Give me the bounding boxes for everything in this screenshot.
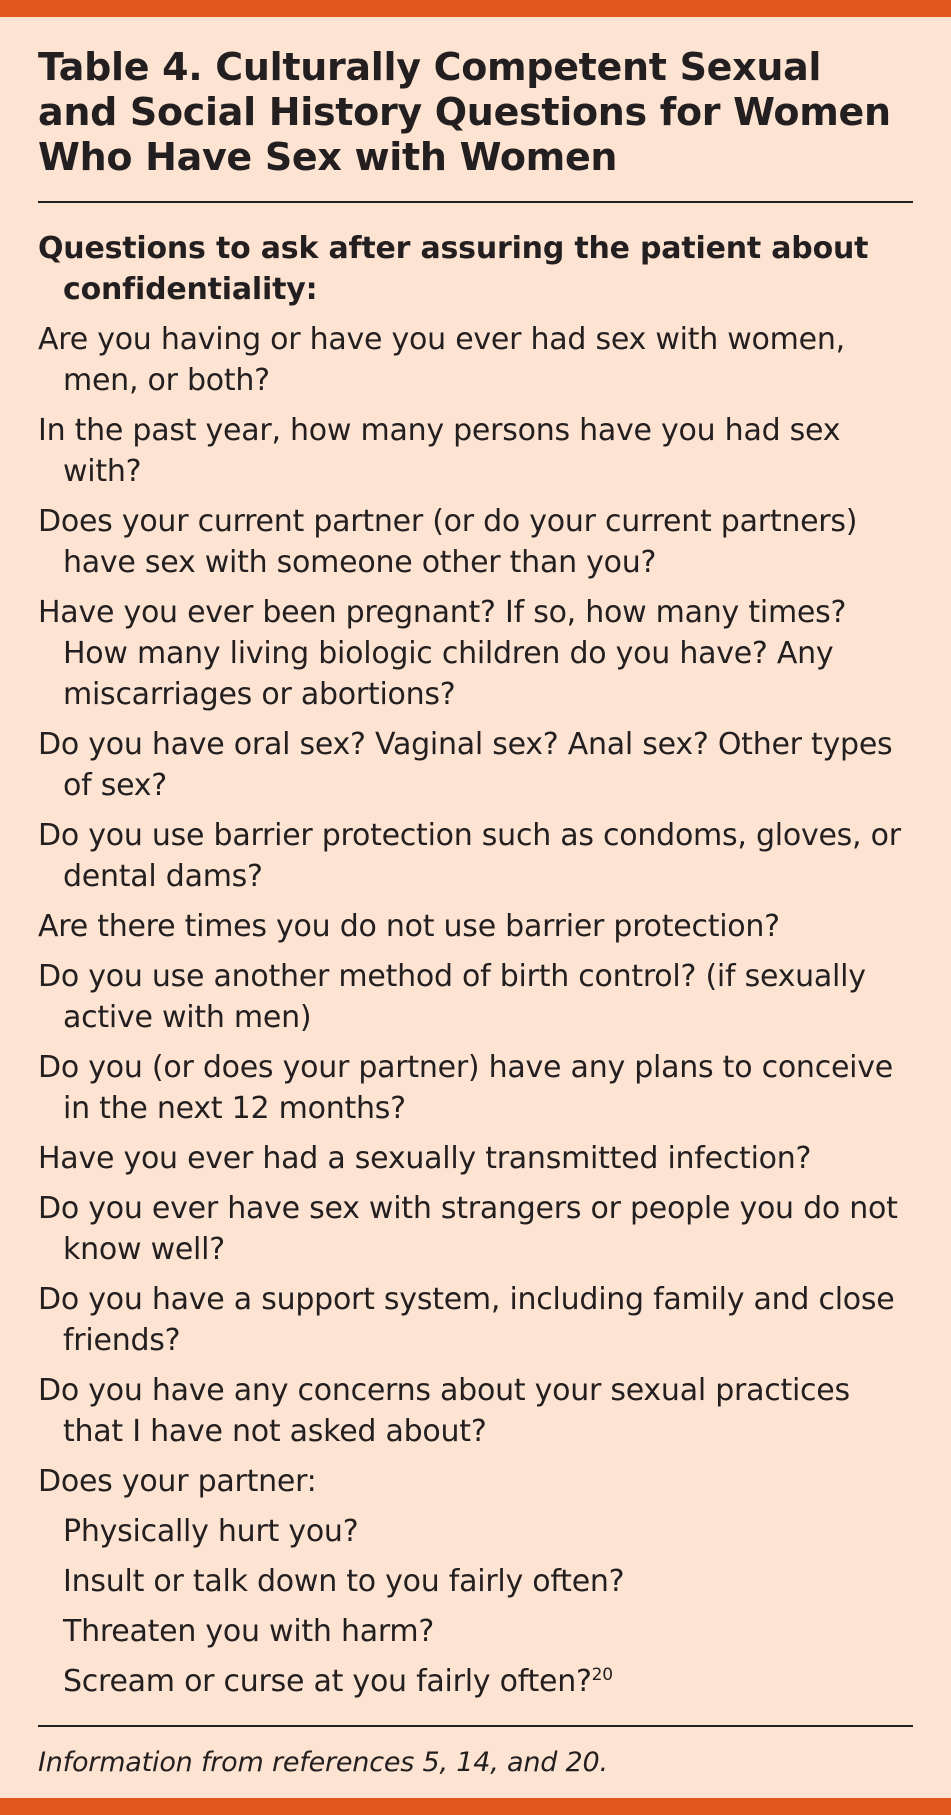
question-item: Do you have a support system, including family and close friends? <box>38 1282 895 1358</box>
question-item: Does your current partner (or do your current partners) have sex with someone other than you? <box>38 504 858 580</box>
table-title: Table 4. Culturally Competent Sexual and Social History Questions for Women Who Have Sex with Women <box>38 45 891 179</box>
partner-question-item: Threaten you with harm? <box>63 1614 435 1649</box>
reference-superscript: 20 <box>591 1665 613 1685</box>
question-item: Do you have any concerns about your sexual practices that I have not asked about? <box>38 1373 850 1449</box>
footer-divider <box>38 1725 913 1727</box>
partner-question-item: Physically hurt you? <box>63 1514 359 1549</box>
partner-question-text: Scream or curse at you fairly often? <box>63 1664 592 1699</box>
question-item: Are you having or have you ever had sex with women, men, or both? <box>38 322 845 398</box>
bottom-accent-bar <box>0 1798 951 1815</box>
question-item: Does your partner: <box>38 1464 317 1499</box>
top-accent-bar <box>0 0 951 17</box>
questions-heading: Questions to ask after assuring the patient about confidentiality: <box>38 231 869 307</box>
partner-question-item: Insult or talk down to you fairly often? <box>63 1564 625 1599</box>
question-item: Do you have oral sex? Vaginal sex? Anal sex? Other types of sex? <box>38 727 893 803</box>
question-item: Have you ever been pregnant? If so, how many times? How many living biologic children do you have? Any miscarriages or abortions? <box>38 595 847 712</box>
question-item: Do you use another method of birth control? (if sexually active with men) <box>38 959 866 1035</box>
source-note: Information from references 5, 14, and 20. <box>38 1747 608 1778</box>
question-item: In the past year, how many persons have you had sex with? <box>38 413 841 489</box>
partner-question-item-last <box>38 1661 913 1702</box>
title-divider <box>38 201 913 203</box>
question-item: Do you use barrier protection such as condoms, gloves, or dental dams? <box>38 818 901 894</box>
question-item: Do you ever have sex with strangers or people you do not know well? <box>38 1191 898 1267</box>
question-list <box>38 228 913 1702</box>
question-item: Are there times you do not use barrier protection? <box>38 909 780 944</box>
table-panel <box>38 45 913 1781</box>
question-item: Have you ever had a sexually transmitted infection? <box>38 1141 812 1176</box>
question-item: Do you (or does your partner) have any plans to conceive in the next 12 months? <box>38 1050 893 1126</box>
